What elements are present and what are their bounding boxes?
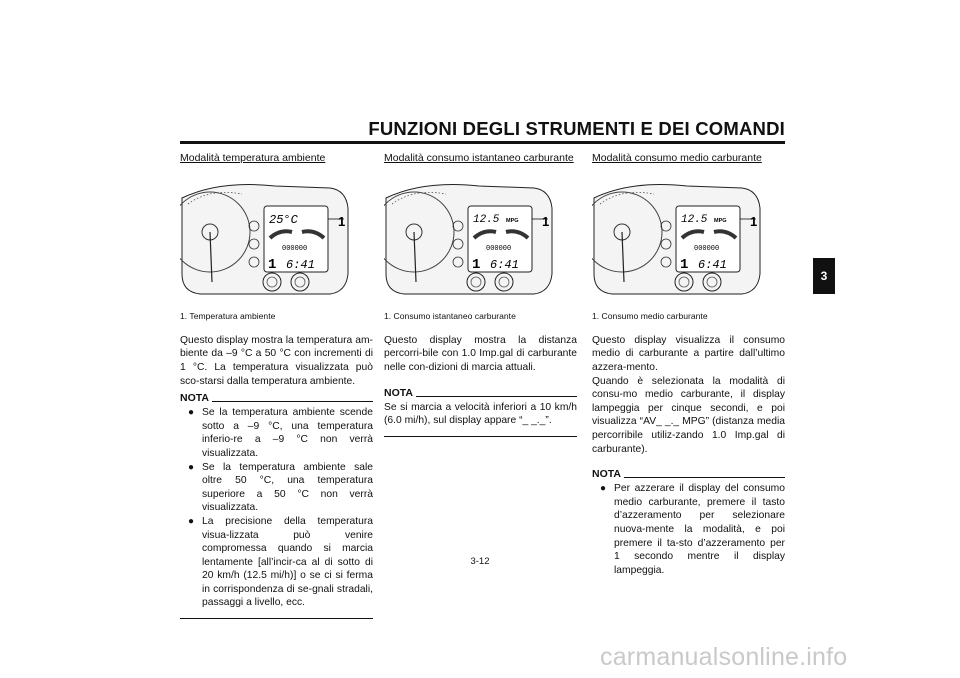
callout-number: 1 [542,213,550,229]
nota-end-rule [180,618,373,619]
nota-label: NOTA [180,392,209,405]
figure-caption: 1. Temperatura ambiente [180,311,276,322]
section-title: Modalità consumo medio carburante [592,152,762,164]
section-title: Modalità consumo istantaneo carburante [384,152,574,164]
instrument-panel-illustration [592,174,782,296]
instrument-panel-illustration [384,174,574,296]
column-instant-fuel-consumption [384,152,577,437]
bullet-icon: ● [188,461,195,473]
lcd-main-readout: 12.5 [681,213,708,226]
lcd-odometer: 000000 [694,244,720,253]
lcd-clock: 6:41 [490,257,519,272]
body-paragraph: Questo display mostra la temperatura am-biente da –9 °C a 50 °C con incrementi di 1 °C. La temperatura visualizzata può sco-starsi dalla temperatura ambiente. [180,334,373,387]
lcd-clock: 6:41 [286,257,315,272]
lcd-odometer: 000000 [282,244,308,253]
nota-text: Se si marcia a velocità inferiori a 10 km/h (6.0 mi/h), sul display appare “_ _._”. [384,401,577,427]
nota-heading [592,468,785,480]
page-title: FUNZIONI DEGLI STRUMENTI E DEI COMANDI [368,118,785,139]
section-title: Modalità temperatura ambiente [180,152,326,164]
bullet-icon: ● [600,483,607,495]
body-paragraph: Questo display mostra la distanza percorri-bile con 1.0 Imp.gal di carburante nelle con-dizioni di marcia attuali. [384,334,577,373]
lcd-main-readout: 25°C [269,212,298,227]
figure-caption: 1. Consumo medio carburante [592,311,708,322]
nota-end-rule [384,436,577,437]
callout-number: 1 [750,213,758,229]
watermark: carmanualsonline.info [600,643,848,671]
lcd-gear: 1 [268,256,277,273]
column-average-fuel-consumption [592,152,785,577]
lcd-unit: MPG [714,217,727,224]
figure-caption: 1. Consumo istantaneo carburante [384,311,516,322]
lcd-main-readout: 12.5 [473,213,500,226]
callout-number: 1 [338,213,346,229]
lcd-unit: MPG [506,217,519,224]
nota-label: NOTA [592,468,621,481]
list-item: ● Per azzerare il display del consumo medio carburante, premere il tasto d’azzeramento per selezionare nuova-mente la modalità, e poi premere il ta-sto d’azzeramento per 1 secondo mentre il display lampeggia. [600,483,785,576]
bullet-icon: ● [188,407,195,419]
lcd-gear: 1 [472,256,481,273]
instrument-panel-illustration [180,174,370,296]
body-paragraph: Questo display visualizza il consumo medio di carburante a partire dall’ultimo azzera-mento. [592,334,785,373]
list-item: ● Se la temperatura ambiente sale oltre 50 °C, una temperatura superiore a 50 °C non verrà visualizzata. [188,461,373,514]
page-number: 3-12 [470,556,490,567]
lcd-gear: 1 [680,256,689,273]
list-item: ● Se la temperatura ambiente scende sotto a –9 °C, una temperatura inferio-re a –9 °C non verrà visualizzata. [188,407,373,459]
nota-heading [384,387,577,399]
lcd-clock: 6:41 [698,257,727,272]
lcd-odometer: 000000 [486,244,512,253]
bullet-icon: ● [188,515,195,527]
nota-label: NOTA [384,386,413,399]
body-paragraph: Quando è selezionata la modalità di consu-mo medio carburante, il display lampeggia per cinque secondi, e poi visualizza “AV_ _._ MPG” (distanza media percorribile utiliz-zando 1.0 Imp.gal di carburante). [592,375,785,455]
nota-heading [180,392,373,404]
header-rule [180,141,785,144]
list-item: ● La precisione della temperatura visua-lizzata può venire compromessa quando si marcia lentamente [all’incir-ca al di sotto di 20 km/h (12.5 mi/h)] o se ci si ferma in corrispondenza di se-gnali stradali, passaggi a livello, ecc. [188,515,373,609]
column-ambient-temperature [180,152,373,619]
chapter-tab: 3 [813,258,835,294]
